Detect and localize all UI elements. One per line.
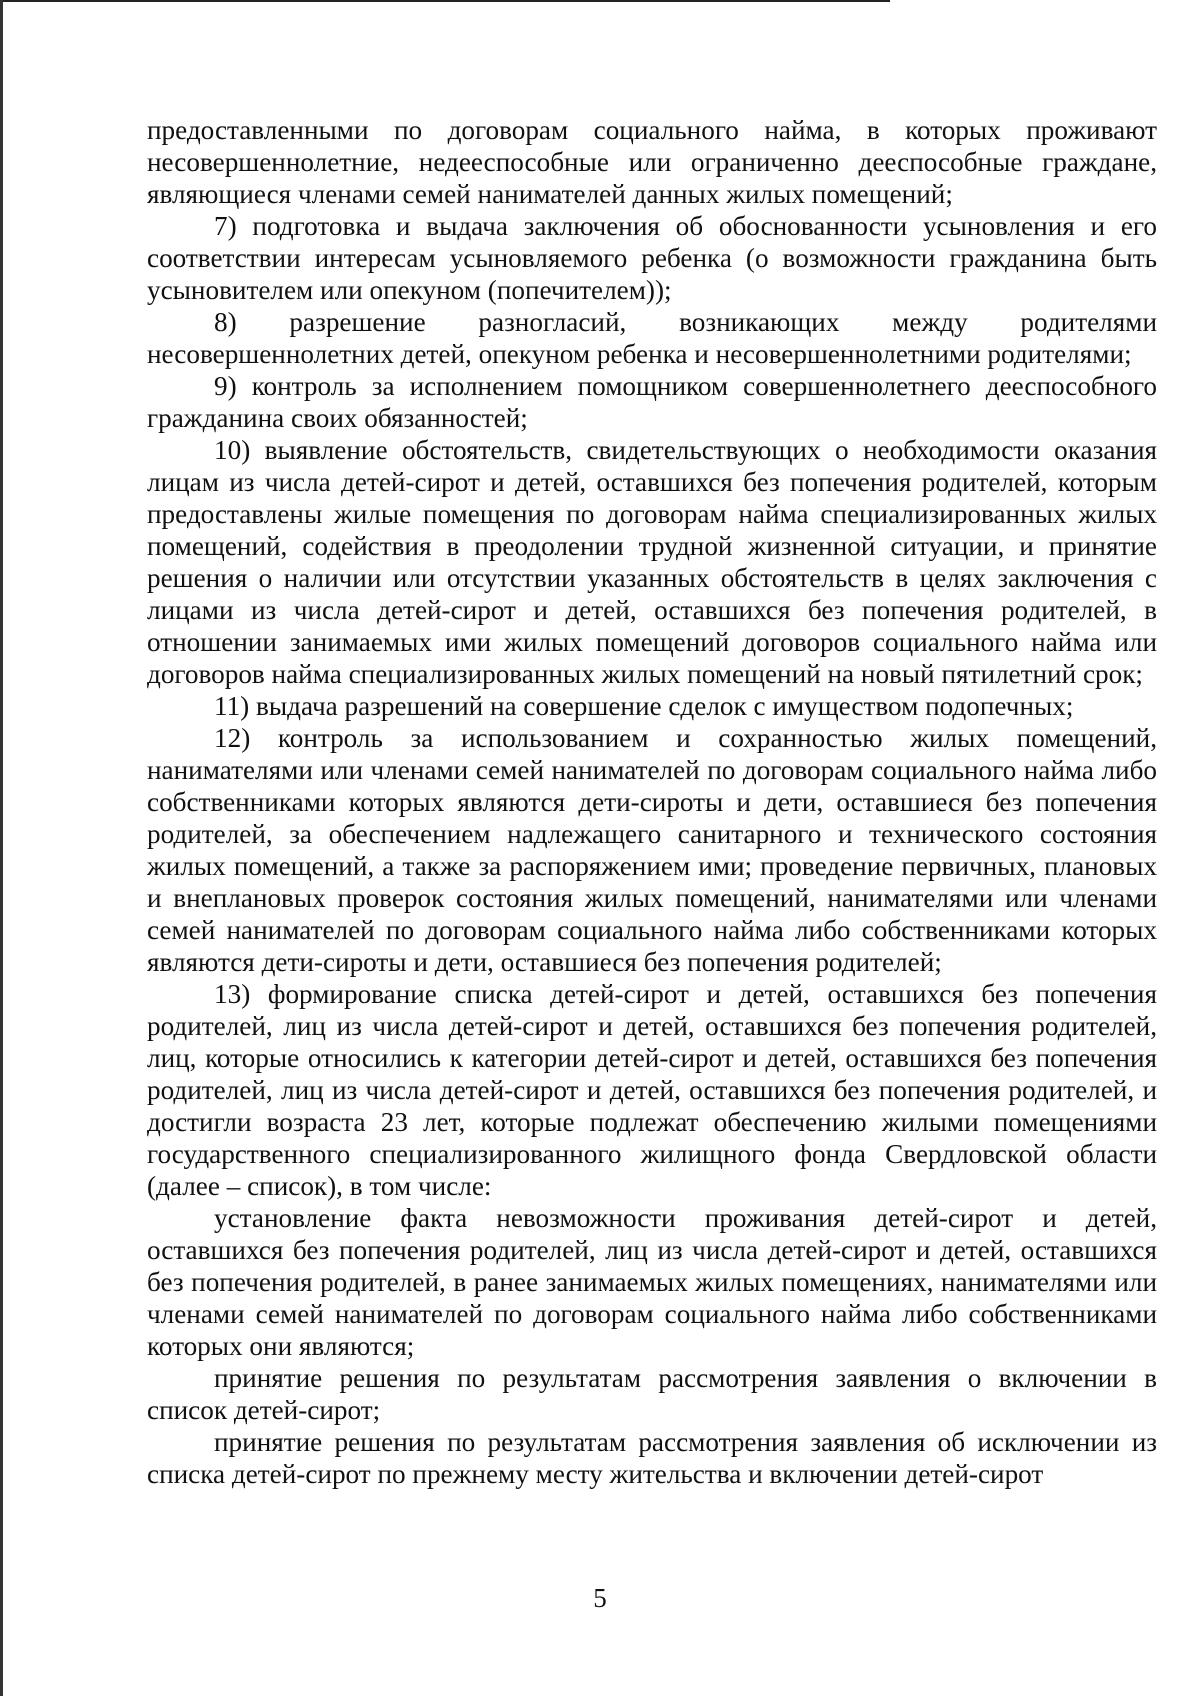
paragraph-item-13: 13) формирование списка детей-сирот и детей, оставшихся без попечения родителей, лиц из числа детей-сирот и детей, оставшихся без попечения родителей, лиц, которые относились к категории детей-сирот и детей, оставшихся без попечения родителей, лиц из числа детей-сирот и детей, оставшихся без попечения родителей, и достигли возраста 23 лет, которые подлежат обеспечению жилыми помещениями государственного специализированного жилищного фонда Свердловской области (далее – список), в том числе: [147,979,1157,1201]
paragraph-continuation: предоставленными по договорам социального найма, в которых проживают несовершеннолетние, недееспособные или ограниченно дееспособные граждане, являющиеся членами семей нанимателей данных жилых помещений; [147,115,1157,209]
document-body [147,114,1157,1490]
paragraph-item-13-sub-b: принятие решения по результатам рассмотрения заявления о включении в список детей-сирот; [147,1363,1157,1425]
scan-top-border [0,0,890,2]
paragraph-item-8: 8) разрешение разногласий, возникающих между родителями несовершеннолетних детей, опекуном ребенка и несовершеннолетними родителями; [147,307,1157,369]
page-number: 5 [593,1583,607,1613]
paragraph-item-13-sub-a: установление факта невозможности проживания детей-сирот и детей, оставшихся без попечения родителей, лиц из числа детей-сирот и детей, оставшихся без попечения родителей, в ранее занимаемых жилых помещениях, нанимателями или членами семей нанимателей по договорам социального найма либо собственниками которых они являются; [147,1203,1157,1361]
paragraph-item-12: 12) контроль за использованием и сохранностью жилых помещений, нанимателями или членами семей нанимателей по договорам социального найма либо собственниками которых являются дети-сироты и дети, оставшиеся без попечения родителей, за обеспечением надлежащего санитарного и технического состояния жилых помещений, а также за распоряжением ими; проведение первичных, плановых и внеплановых проверок состояния жилых помещений, нанимателями или членами семей нанимателей по договорам социального найма либо собственниками которых являются дети-сироты и дети, оставшиеся без попечения родителей; [147,723,1157,977]
paragraph-item-11: 11) выдача разрешений на совершение сделок с имуществом подопечных; [214,691,1074,721]
paragraph-item-10: 10) выявление обстоятельств, свидетельствующих о необходимости оказания лицам из числа детей-сирот и детей, оставшихся без попечения родителей, которым предоставлены жилые помещения по договорам найма специализированных жилых помещений, содействия в преодолении трудной жизненной ситуации, и принятие решения о наличии или отсутствии указанных обстоятельств в целях заключения с лицами из числа детей-сирот и детей, оставшихся без попечения родителей, в отношении занимаемых ими жилых помещений договоров социального найма или договоров найма специализированных жилых помещений на новый пятилетний срок; [147,435,1157,689]
paragraph-item-7: 7) подготовка и выдача заключения об обоснованности усыновления и его соответствии интересам усыновляемого ребенка (о возможности гражданина быть усыновителем или опекуном (попечителем)); [147,211,1157,305]
paragraph-item-9: 9) контроль за исполнением помощником совершеннолетнего дееспособного гражданина своих обязанностей; [147,371,1157,433]
paragraph-item-13-sub-c: принятие решения по результатам рассмотрения заявления об исключении из списка детей-сирот по прежнему месту жительства и включении детей-сирот [147,1427,1157,1489]
scan-left-border [0,0,3,1696]
